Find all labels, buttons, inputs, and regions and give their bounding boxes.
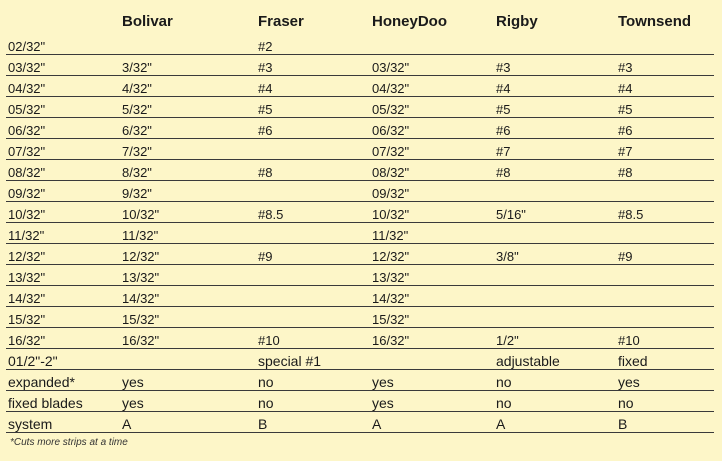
table-row — [6, 349, 714, 370]
header-blank — [6, 8, 120, 34]
table-cell: 14/32" — [370, 286, 494, 307]
table-cell: 03/32" — [370, 55, 494, 76]
table-cell: no — [494, 370, 616, 391]
footnote: *Cuts more strips at a time — [10, 437, 128, 448]
table-cell: A — [120, 412, 256, 433]
table-cell: A — [494, 412, 616, 433]
table-cell: #6 — [494, 118, 616, 139]
table-cell: 13/32" — [370, 265, 494, 286]
table-row — [6, 202, 714, 223]
table-row — [6, 265, 714, 286]
table-cell: 05/32" — [370, 97, 494, 118]
table-cell: no — [256, 370, 370, 391]
table-cell: #8 — [256, 160, 370, 181]
table-cell — [616, 286, 714, 307]
table-cell: 3/32" — [120, 55, 256, 76]
row-label: 07/32" — [6, 139, 120, 160]
row-label: fixed blades — [6, 391, 120, 412]
table-cell: 13/32" — [120, 265, 256, 286]
table-cell — [616, 181, 714, 202]
header-row — [6, 8, 714, 34]
table-cell: #8 — [616, 160, 714, 181]
table-cell: 12/32" — [370, 244, 494, 265]
table-cell: #7 — [494, 139, 616, 160]
header-townsend: Townsend — [618, 12, 692, 30]
table-row — [6, 286, 714, 307]
table-row — [6, 391, 714, 412]
table-row — [6, 97, 714, 118]
table-cell: #8.5 — [256, 202, 370, 223]
header-bolivar: Bolivar — [122, 12, 173, 30]
table-cell: no — [494, 391, 616, 412]
row-label: 06/32" — [6, 118, 120, 139]
table-row — [6, 223, 714, 244]
table-cell: #4 — [494, 76, 616, 97]
table-cell: #9 — [616, 244, 714, 265]
table-cell: yes — [616, 370, 714, 391]
table-cell — [616, 307, 714, 328]
table-cell — [256, 181, 370, 202]
table-row — [6, 181, 714, 202]
table-cell: #4 — [616, 76, 714, 97]
table-cell: 09/32" — [370, 181, 494, 202]
row-label: 15/32" — [6, 307, 120, 328]
table-cell — [120, 349, 256, 370]
table-cell: 16/32" — [120, 328, 256, 349]
table-row — [6, 118, 714, 139]
table-row — [6, 76, 714, 97]
table-row — [6, 412, 714, 433]
row-label: 04/32" — [6, 76, 120, 97]
table-cell — [256, 223, 370, 244]
table-cell — [494, 34, 616, 55]
row-label: 14/32" — [6, 286, 120, 307]
table-cell: #3 — [256, 55, 370, 76]
header-rigby: Rigby — [496, 12, 538, 30]
table-cell: B — [256, 412, 370, 433]
table-cell: #8 — [494, 160, 616, 181]
row-label: 16/32" — [6, 328, 120, 349]
table-cell: 3/8" — [494, 244, 616, 265]
table-body — [6, 34, 714, 433]
table-cell: no — [256, 391, 370, 412]
table-cell: #10 — [256, 328, 370, 349]
table-cell — [494, 223, 616, 244]
header-honeydoo: HoneyDoo — [372, 12, 447, 30]
table-cell: 7/32" — [120, 139, 256, 160]
row-label: 01/2"-2" — [6, 349, 120, 370]
table-cell — [494, 286, 616, 307]
table-cell: 4/32" — [120, 76, 256, 97]
table-cell: 11/32" — [120, 223, 256, 244]
table-cell: 07/32" — [370, 139, 494, 160]
table-cell: 9/32" — [120, 181, 256, 202]
row-label: expanded* — [6, 370, 120, 391]
table-cell: #2 — [256, 34, 370, 55]
row-label: 11/32" — [6, 223, 120, 244]
table-cell: #5 — [616, 97, 714, 118]
table-row — [6, 370, 714, 391]
table-cell: #10 — [616, 328, 714, 349]
table-cell: yes — [370, 391, 494, 412]
table-cell — [370, 349, 494, 370]
table-cell: 5/32" — [120, 97, 256, 118]
table-cell: B — [616, 412, 714, 433]
table-cell: 11/32" — [370, 223, 494, 244]
table-cell: #5 — [256, 97, 370, 118]
table-cell: 5/16" — [494, 202, 616, 223]
table-cell: adjustable — [494, 349, 616, 370]
table-cell — [616, 223, 714, 244]
table-cell: 08/32" — [370, 160, 494, 181]
table-cell: 16/32" — [370, 328, 494, 349]
table-cell: yes — [120, 370, 256, 391]
table-cell — [256, 265, 370, 286]
table-cell: 15/32" — [120, 307, 256, 328]
row-label: 09/32" — [6, 181, 120, 202]
table-cell: 10/32" — [370, 202, 494, 223]
table-cell: #3 — [494, 55, 616, 76]
table-cell: 10/32" — [120, 202, 256, 223]
table-cell: yes — [370, 370, 494, 391]
row-label: 08/32" — [6, 160, 120, 181]
table-cell: 8/32" — [120, 160, 256, 181]
table-cell — [120, 34, 256, 55]
table-cell: 15/32" — [370, 307, 494, 328]
table-row — [6, 307, 714, 328]
header-fraser: Fraser — [258, 12, 304, 30]
table-cell: #7 — [616, 139, 714, 160]
table-cell — [494, 307, 616, 328]
table-cell: no — [616, 391, 714, 412]
table-cell: fixed — [616, 349, 714, 370]
table-cell — [370, 34, 494, 55]
table-cell: 12/32" — [120, 244, 256, 265]
table-cell: 6/32" — [120, 118, 256, 139]
row-label: 12/32" — [6, 244, 120, 265]
table-row — [6, 328, 714, 349]
cutter-comparison-table — [6, 8, 714, 433]
table-cell — [616, 34, 714, 55]
table-cell: #8.5 — [616, 202, 714, 223]
table-cell — [616, 265, 714, 286]
table-cell — [256, 286, 370, 307]
table-row — [6, 139, 714, 160]
row-label: 13/32" — [6, 265, 120, 286]
table-cell: 04/32" — [370, 76, 494, 97]
table-cell: #3 — [616, 55, 714, 76]
table-cell: yes — [120, 391, 256, 412]
table-cell — [494, 265, 616, 286]
table-cell: 1/2" — [494, 328, 616, 349]
row-label: 02/32" — [6, 34, 120, 55]
table-row — [6, 160, 714, 181]
table-cell — [494, 181, 616, 202]
table-cell — [256, 307, 370, 328]
table-cell: #6 — [616, 118, 714, 139]
row-label: system — [6, 412, 120, 433]
row-label: 05/32" — [6, 97, 120, 118]
table-row — [6, 34, 714, 55]
table-cell: #4 — [256, 76, 370, 97]
table-row — [6, 244, 714, 265]
table-cell: #9 — [256, 244, 370, 265]
table-cell: special #1 — [256, 349, 370, 370]
table-row — [6, 55, 714, 76]
table-cell: 06/32" — [370, 118, 494, 139]
table-cell: 14/32" — [120, 286, 256, 307]
row-label: 10/32" — [6, 202, 120, 223]
row-label: 03/32" — [6, 55, 120, 76]
table-cell: #5 — [494, 97, 616, 118]
table-cell — [256, 139, 370, 160]
table-cell: A — [370, 412, 494, 433]
table-cell: #6 — [256, 118, 370, 139]
